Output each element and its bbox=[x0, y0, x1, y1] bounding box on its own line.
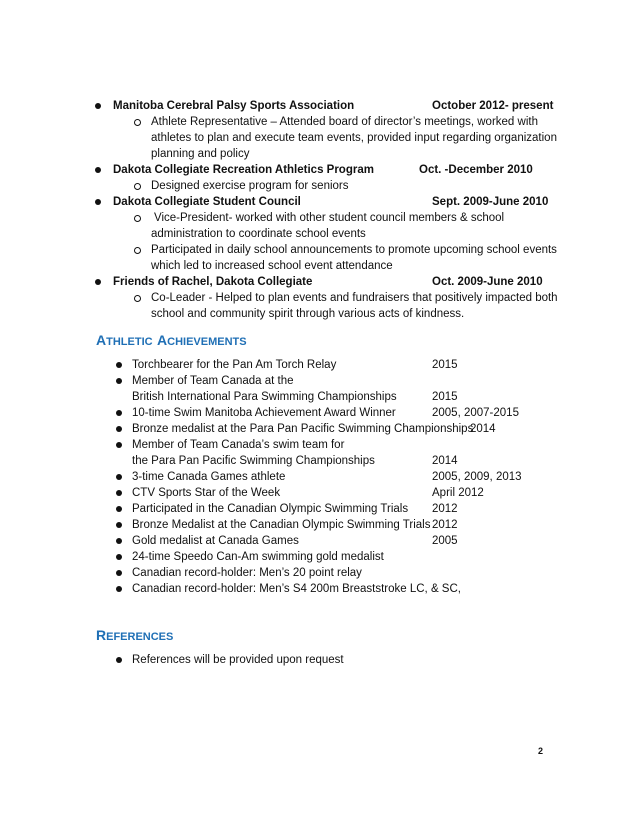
achievement-item bbox=[0, 501, 638, 517]
date-range: Sept. 2009-June 2010 bbox=[432, 196, 549, 208]
hollow-bullet-icon bbox=[134, 247, 141, 254]
achievement-text: Torchbearer for the Pan Am Torch Relay bbox=[132, 359, 337, 371]
page-number: 2 bbox=[538, 746, 544, 756]
achievement-text: CTV Sports Star of the Week bbox=[132, 487, 281, 499]
detail-text: Vice-President- worked with other student council members & school bbox=[154, 212, 505, 224]
achievement-item bbox=[0, 533, 638, 549]
bullet-icon bbox=[116, 522, 122, 528]
achievement-item bbox=[0, 469, 638, 485]
achievement-year: 2005, 2009, 2013 bbox=[432, 471, 522, 483]
org-name: Dakota Collegiate Recreation Athletics Program bbox=[113, 164, 374, 176]
achievement-item-continued bbox=[0, 453, 638, 469]
detail-line bbox=[0, 306, 638, 322]
achievement-text: Bronze medalist at the Para Pan Pacific Swimming Championships bbox=[132, 423, 474, 435]
bullet-icon bbox=[116, 506, 122, 512]
achievement-year: 2015 bbox=[432, 391, 458, 403]
achievement-item bbox=[0, 437, 638, 453]
date-range: Oct. 2009-June 2010 bbox=[432, 276, 543, 288]
achievement-year: 2005, 2007-2015 bbox=[432, 407, 519, 419]
hollow-bullet-icon bbox=[134, 119, 141, 126]
references-heading bbox=[96, 627, 173, 645]
detail-line bbox=[0, 258, 638, 274]
detail-line bbox=[0, 178, 638, 194]
achievement-year: 2014 bbox=[432, 455, 458, 467]
achievement-text: Bronze Medalist at the Canadian Olympic Swimming Trials bbox=[132, 519, 431, 531]
heading-rest: THLETIC bbox=[106, 336, 153, 348]
bullet-icon bbox=[95, 199, 101, 205]
bullet-icon bbox=[116, 378, 122, 384]
experience-item bbox=[0, 162, 638, 178]
achievement-year: 2005 bbox=[432, 535, 458, 547]
achievement-item bbox=[0, 517, 638, 533]
achievement-text: British International Para Swimming Championships bbox=[132, 391, 397, 403]
achievement-item bbox=[0, 421, 638, 437]
detail-text: school and community spirit through various acts of kindness. bbox=[151, 308, 465, 320]
achievement-item bbox=[0, 549, 638, 565]
athletic-achievements-heading bbox=[96, 332, 247, 350]
achievement-item bbox=[0, 565, 638, 581]
org-name: Dakota Collegiate Student Council bbox=[113, 196, 301, 208]
achievement-item bbox=[0, 405, 638, 421]
date-range: October 2012- present bbox=[432, 100, 554, 112]
detail-line bbox=[0, 210, 638, 226]
achievement-year: 2012 bbox=[432, 503, 458, 515]
detail-text: Participated in daily school announcements to promote upcoming school events bbox=[151, 244, 557, 256]
heading-rest: CHIEVEMENTS bbox=[167, 336, 247, 348]
hollow-bullet-icon bbox=[134, 215, 141, 222]
bullet-icon bbox=[116, 657, 122, 663]
achievement-text: 3-time Canada Games athlete bbox=[132, 471, 286, 483]
heading-initial: A bbox=[96, 332, 107, 348]
detail-text: administration to coordinate school events bbox=[151, 228, 366, 240]
detail-line bbox=[0, 290, 638, 306]
achievement-text: Member of Team Canada’s swim team for bbox=[132, 439, 345, 451]
detail-text: planning and policy bbox=[151, 148, 250, 160]
achievement-year: April 2012 bbox=[432, 487, 484, 499]
achievement-text: 10-time Swim Manitoba Achievement Award Winner bbox=[132, 407, 396, 419]
achievement-text: Canadian record-holder: Men’s S4 200m Breaststroke LC, & SC, bbox=[132, 583, 461, 595]
bullet-icon bbox=[116, 474, 122, 480]
achievement-text: Member of Team Canada at the bbox=[132, 375, 294, 387]
bullet-icon bbox=[95, 167, 101, 173]
reference-item bbox=[0, 652, 638, 668]
achievement-year: 2014 bbox=[470, 423, 496, 435]
bullet-icon bbox=[116, 554, 122, 560]
bullet-icon bbox=[116, 426, 122, 432]
bullet-icon bbox=[116, 410, 122, 416]
detail-text: athletes to plan and execute team events, provided input regarding organization bbox=[151, 132, 557, 144]
detail-text: which led to increased school event attendance bbox=[151, 260, 393, 272]
achievement-item bbox=[0, 373, 638, 389]
experience-item bbox=[0, 194, 638, 210]
org-name: Friends of Rachel, Dakota Collegiate bbox=[113, 276, 313, 288]
heading-initial: A bbox=[157, 332, 168, 348]
detail-text: Co-Leader - Helped to plan events and fundraisers that positively impacted both bbox=[151, 292, 558, 304]
bullet-icon bbox=[116, 442, 122, 448]
detail-line bbox=[0, 130, 638, 146]
detail-text: Designed exercise program for seniors bbox=[151, 180, 349, 192]
experience-item bbox=[0, 274, 638, 290]
bullet-icon bbox=[116, 586, 122, 592]
bullet-icon bbox=[95, 279, 101, 285]
achievement-year: 2012 bbox=[432, 519, 458, 531]
achievement-text: Gold medalist at Canada Games bbox=[132, 535, 299, 547]
bullet-icon bbox=[95, 103, 101, 109]
experience-item bbox=[0, 98, 638, 114]
detail-text: Athlete Representative – Attended board of director’s meetings, worked with bbox=[151, 116, 538, 128]
achievement-text: Participated in the Canadian Olympic Swimming Trials bbox=[132, 503, 409, 515]
bullet-icon bbox=[116, 362, 122, 368]
achievement-item bbox=[0, 485, 638, 501]
bullet-icon bbox=[116, 570, 122, 576]
detail-line bbox=[0, 242, 638, 258]
heading-initial: R bbox=[96, 627, 107, 643]
bullet-icon bbox=[116, 490, 122, 496]
achievement-text: the Para Pan Pacific Swimming Championships bbox=[132, 455, 375, 467]
achievement-item bbox=[0, 581, 638, 597]
achievement-text: 24-time Speedo Can-Am swimming gold medalist bbox=[132, 551, 384, 563]
achievement-item bbox=[0, 357, 638, 373]
hollow-bullet-icon bbox=[134, 183, 141, 190]
org-name: Manitoba Cerebral Palsy Sports Association bbox=[113, 100, 355, 112]
detail-line bbox=[0, 114, 638, 130]
heading-rest: EFERENCES bbox=[106, 631, 174, 643]
detail-line bbox=[0, 226, 638, 242]
hollow-bullet-icon bbox=[134, 295, 141, 302]
detail-line bbox=[0, 146, 638, 162]
date-range: Oct. -December 2010 bbox=[419, 164, 533, 176]
reference-text: References will be provided upon request bbox=[132, 654, 344, 666]
achievement-item-continued bbox=[0, 389, 638, 405]
bullet-icon bbox=[116, 538, 122, 544]
achievement-text: Canadian record-holder: Men’s 20 point relay bbox=[132, 567, 362, 579]
achievement-year: 2015 bbox=[432, 359, 458, 371]
